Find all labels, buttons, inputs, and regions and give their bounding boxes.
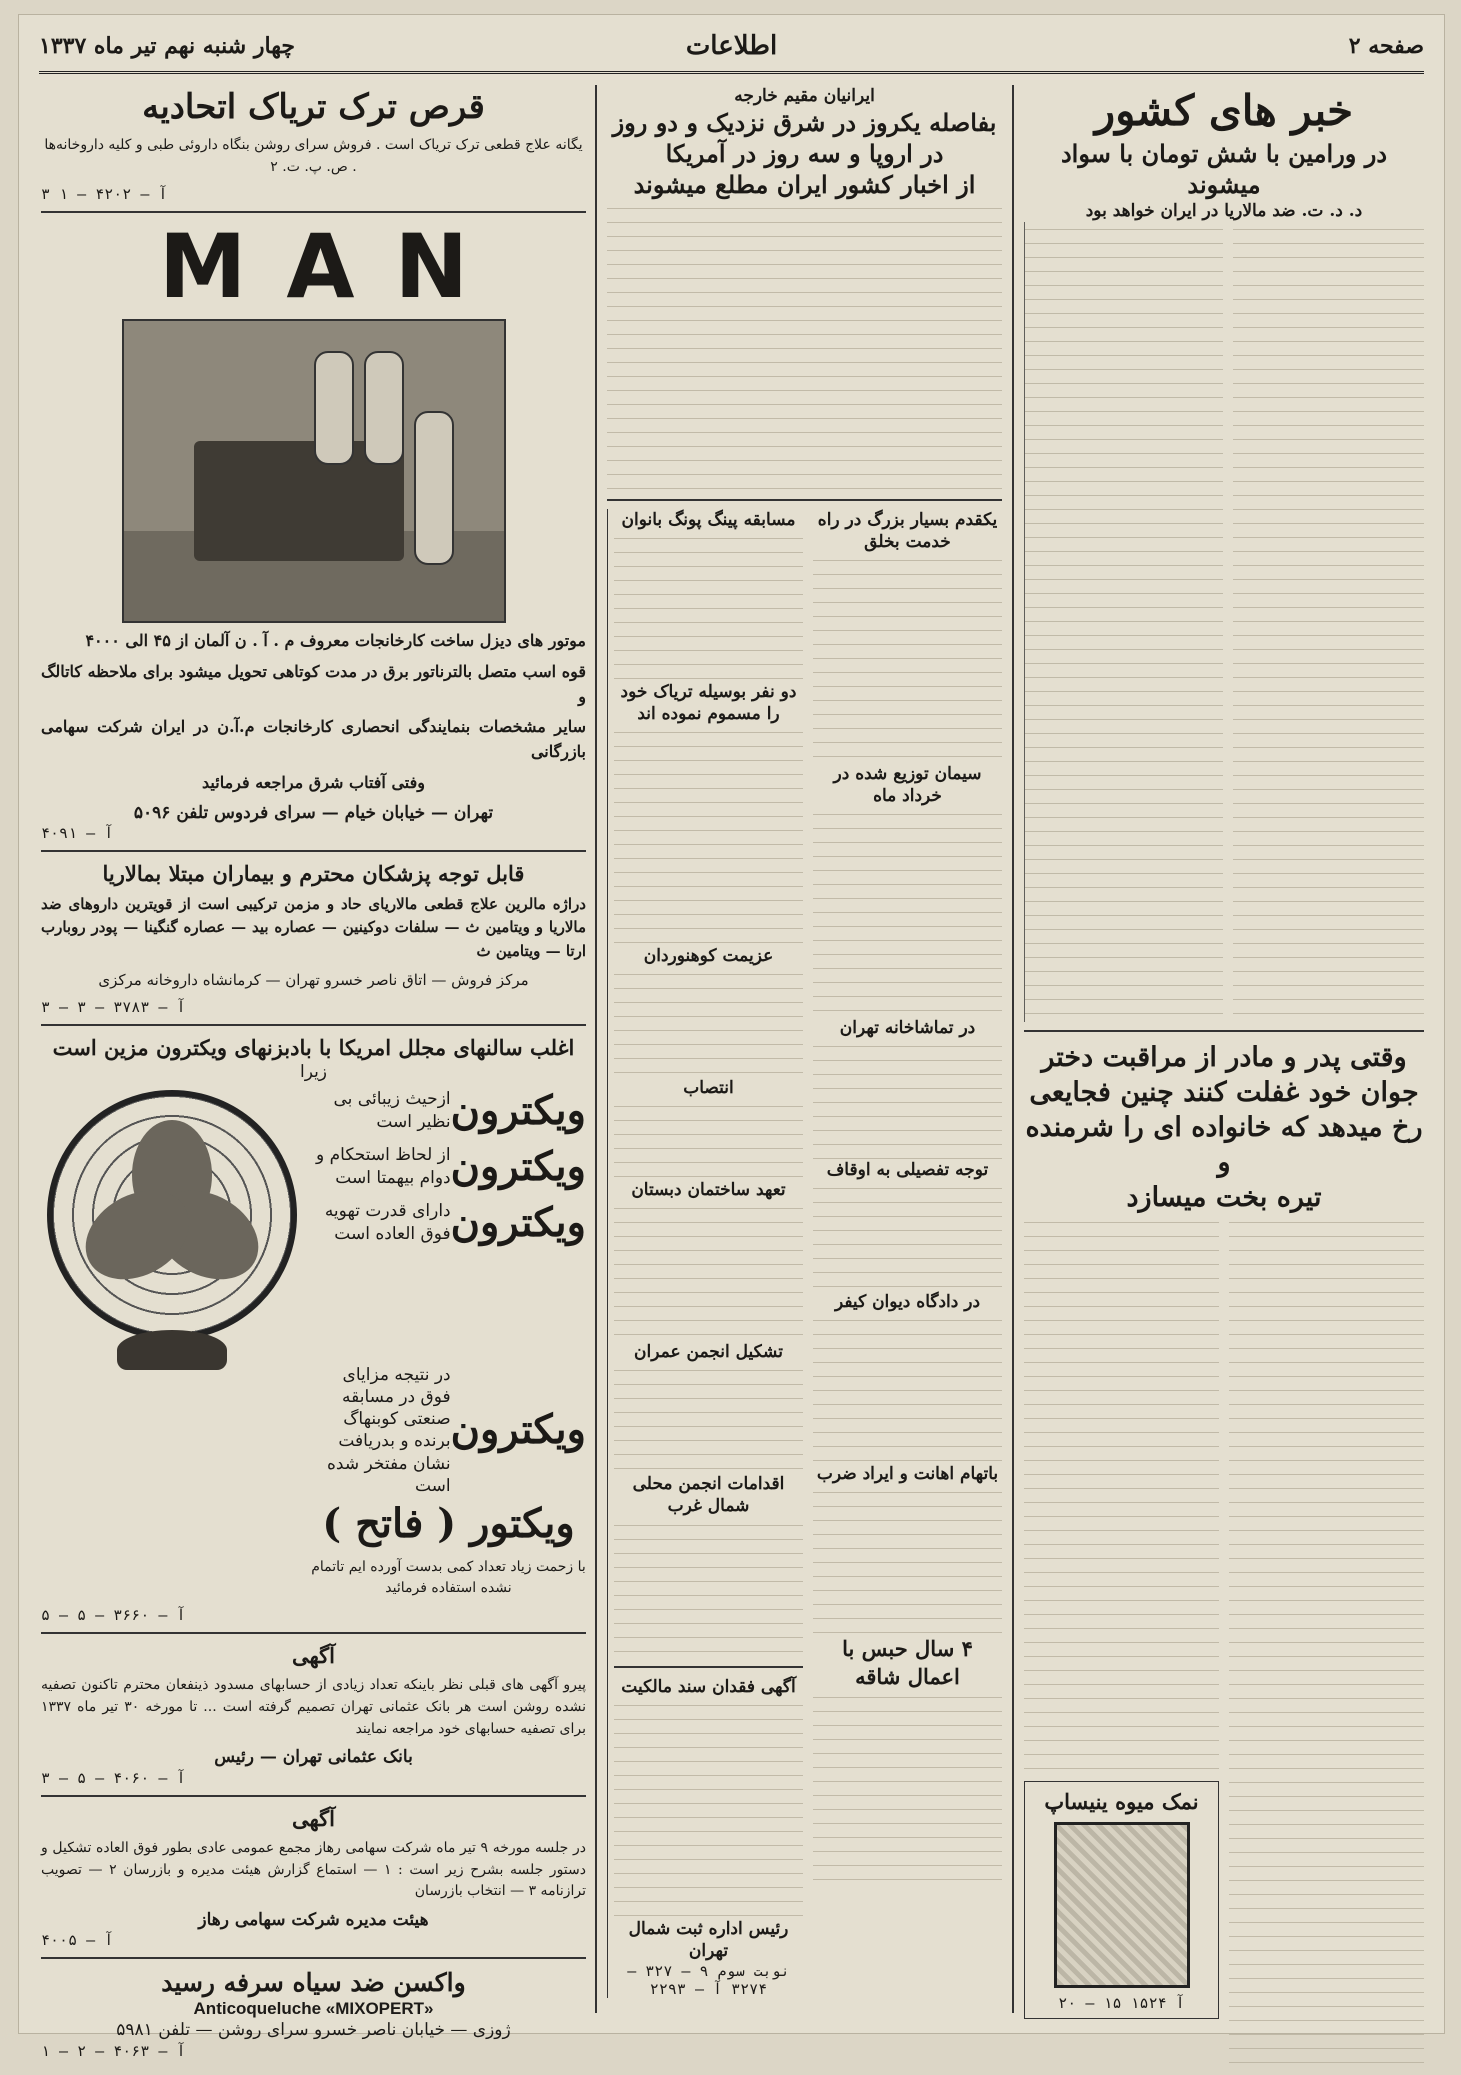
brief-title: انتصاب — [683, 1078, 734, 1099]
salt-ad — [1024, 1781, 1219, 2018]
victron-brand: ویکترون — [450, 1142, 586, 1190]
brief-text — [614, 531, 803, 681]
vaccine-ad-codes: آ — ۴۰۶۳ — ۲ — ۱ — [41, 2041, 186, 2060]
company-notice — [41, 1805, 586, 1949]
divider — [41, 1632, 586, 1634]
brief-title: توجه تفصیلی به اوقاف — [826, 1160, 989, 1181]
victron-feature: از لحاظ استحکام و دوام بیهمتا است — [316, 1145, 451, 1188]
victron-brand: ویکترون — [450, 1198, 586, 1246]
company-notice-codes: آ — ۴۰۰۵ — [41, 1930, 114, 1949]
vaccine-ad-latin: Anticoqueluche «MIXOPERT» — [193, 1999, 434, 2019]
divider — [607, 499, 1002, 501]
divider — [41, 211, 586, 213]
man-ad-text-4: وفتی آفتاب شرق مراجعه فرمائید — [202, 772, 425, 792]
brief-title: مسابقه پینگ پونگ بانوان — [621, 509, 796, 530]
brief-text — [813, 1690, 1002, 1890]
feature-headline-4: تیره بخت میسازد — [1126, 1182, 1322, 1214]
top-story-text — [607, 201, 1002, 491]
top-kicker: ایرانیان مقیم خارجه — [734, 86, 875, 106]
brief-title: سیمان توزیع شده در خرداد ماه — [833, 763, 982, 806]
victron-ad-sub: زیرا — [299, 1062, 328, 1083]
victron-feature-row — [303, 1084, 586, 1138]
victor-brand: ویکتور ( فاتح ) — [322, 1499, 575, 1547]
company-notice-text: در جلسه مورخه ۹ تیر ماه شرکت سهامی رهاز مجمع عمومی عادی بطور فوق العاده تشکیل و دستور جلسه بشرح زیر است : ۱ — استماع گزارش هیئت مدیره و بازرسان ۲ — تصویب ترازنامه ۳ — انتخاب بازرسان — [41, 1839, 586, 1900]
brief-text — [813, 807, 1002, 1017]
man-ad-text-1: موتور های دیزل ساخت کارخانجات معروف م . آ . ن آلمان از ۴۵ الی ۴۰۰۰ — [85, 630, 586, 650]
bank-notice — [41, 1642, 586, 1786]
page-number: صفحه ۲ — [1348, 33, 1424, 59]
brief-text — [614, 1698, 803, 1918]
victron-features — [303, 1084, 586, 1250]
man-ad-codes: آ — ۴۰۹۱ — [41, 823, 114, 842]
opium-pill-ad — [41, 85, 586, 203]
electric-fan-illustration — [47, 1090, 297, 1340]
victron-ad-codes: آ — ۳۶۶۰ — ۵ — ۵ — [41, 1606, 186, 1625]
victron-feature-row — [303, 1140, 586, 1194]
victron-ad-title: اغلب سالنهای مجلل امریکا با بادبزنهای ویکترون مزین است — [52, 1035, 575, 1061]
feature-story-text-a — [1229, 1215, 1424, 2075]
malaria-ad-text: دراژه مالرین علاج قطعی مالاریای حاد و مزمن ترکیبی است از قویترین داروهای ضد مالاریا و ویتامین ث — سلفات دوکینین — عصاره بید — عصاره گنگینا — پودر روبارب ارتا — ویتامین ث — [41, 895, 586, 960]
victron-feature-row — [41, 1364, 586, 1497]
brief-text — [614, 1099, 803, 1179]
bank-notice-text: پیرو آگهی های قبلی نظر باینکه تعداد زیادی از حسابهای مسدود ذینفعان محترم تاکنون تصفیه نشده روشن است هر بانک عثمانی تهران تصمیم گرفته است ... تا مورخه ۳۰ تیر ماه ۱۳۳۷ برای تصفیه حسابهای خود مراجعه نمایند — [41, 1677, 586, 1737]
brief-title: آگهی فقدان سند مالکیت — [621, 1676, 796, 1697]
issue-date: چهار شنبه نهم تیر ماه ۱۳۳۷ — [39, 33, 295, 59]
briefs-columns — [607, 509, 1002, 1998]
salt-ad-illustration — [1054, 1822, 1190, 1988]
brief-title: ۴ سال حبس با اعمال شاقه — [842, 1636, 973, 1689]
malaria-ad-centers: مرکز فروش — اتاق ناصر خسرو تهران — کرمانشاه داروخانه مرکزی — [98, 970, 529, 989]
feature-story-text-b — [1024, 1215, 1219, 1775]
brief-title: دو نفر بوسیله تریاک خود را مسموم نموده اند — [620, 681, 797, 724]
feature-headline-2: جوان خود غفلت کنند چنین فجایعی — [1029, 1077, 1419, 1109]
divider — [41, 850, 586, 852]
newspaper-name: اطلاعات — [685, 31, 778, 61]
victron-brand: ویکترون — [450, 1086, 586, 1134]
top-headline-3: از اخبار کشور ایران مطلع میشوند — [633, 170, 976, 200]
top-headline-2: در اروپا و سه روز در آمریکا — [665, 139, 944, 169]
brief-title: در تماشاخانه تهران — [839, 1018, 976, 1039]
brief-title: باتهام اهانت و ایراد ضرب — [816, 1464, 999, 1485]
brief-title: در دادگاه دیوان کیفر — [834, 1292, 981, 1313]
salt-ad-brand: نمک میوه ینیساپ — [1044, 1789, 1199, 1815]
man-ad-text-2: قوه اسب متصل بالترناتور برق در مدت کوتاهی تحویل میشود برای ملاحظه کاتالگ و — [41, 661, 586, 706]
lead-story-text-a — [1233, 222, 1425, 1022]
top-headline-1: بفاصله یکروز در شرق نزدیک و دو روز — [612, 108, 997, 138]
engine-photo-cylinder — [314, 351, 354, 465]
victron-final-row — [41, 1497, 586, 1551]
man-logo: MAN — [158, 214, 509, 318]
vaccine-ad-title: واکسن ضد سیاه سرفه رسید — [161, 1967, 466, 1997]
victron-ad-footer: با زحمت زیاد تعداد کمی بدست آورده ایم تاتمام نشده استفاده فرمائید — [311, 1558, 586, 1597]
divider — [614, 1666, 803, 1668]
brief-title: تعهد ساختمان دبستان — [631, 1180, 786, 1201]
lead-story-text-b — [1024, 222, 1223, 1022]
divider — [41, 1024, 586, 1026]
feature-story-columns — [1024, 1215, 1424, 2075]
engine-photo-cylinder — [414, 411, 454, 565]
company-notice-title: آگهی — [291, 1805, 335, 1831]
bank-notice-signature: بانک عثمانی تهران — رئیس — [214, 1747, 413, 1768]
fan-base — [117, 1330, 227, 1370]
malaria-ad — [41, 860, 586, 1016]
victron-feature: در نتیجه مزایای فوق در مسابقه صنعتی کوبنهاگ برنده و بدریافت نشان مفتخر شده است — [326, 1365, 451, 1496]
newspaper-page — [18, 14, 1445, 2060]
brief-title: اقدامات انجمن محلی شمال غرب — [632, 1474, 785, 1517]
vaccine-ad-address: ژوزی — خیابان ناصر خسرو سرای روشن — تلفن ۵۹۸۱ — [116, 2020, 511, 2041]
briefs-left — [607, 509, 803, 1998]
diesel-engine-photo — [122, 319, 506, 623]
brief-text — [813, 1313, 1002, 1463]
brief-text — [614, 967, 803, 1077]
opium-pill-ad-title: قرص ترک تریاک اتحادیه — [142, 87, 485, 127]
brief-title: یکقدم بسیار بزرگ در راه خدمت بخلق — [817, 509, 998, 552]
divider — [1024, 1030, 1424, 1032]
bank-notice-codes: آ — ۴۰۶۰ — ۵ — ۳ — [41, 1768, 186, 1787]
victron-feature: ازحیث زیبائی بی نظیر است — [333, 1089, 451, 1132]
opium-pill-ad-line: یگانه علاج قطعی ترک تریاک است . فروش سرای روشن بنگاه داروئی طبی و کلیه داروخانه‌ها . ص. پ. ت. ۲ — [44, 137, 583, 175]
section-title: خبر های کشور — [1094, 86, 1354, 135]
engine-photo-cylinder — [364, 351, 404, 465]
registry-codes: نوبت سوم ۹ — ۳۲۷ — ۳۲۷۴ آ — ۲۲۹۳ — [627, 1961, 790, 1998]
divider — [41, 1795, 586, 1797]
brief-text — [813, 1039, 1002, 1159]
divider — [41, 1957, 586, 1959]
brief-text — [614, 1363, 803, 1473]
victron-fan-ad — [41, 1034, 586, 1364]
brief-text — [813, 1181, 1002, 1291]
brief-text — [614, 725, 803, 945]
man-ad-text-3: سایر مشخصات بنمایندگی انحصاری کارخانجات م.آ.ن در ایران شرکت سهامی بازرگانی — [41, 717, 586, 762]
brief-title: تشکیل انجمن عمران — [634, 1342, 783, 1363]
masthead — [39, 25, 1424, 74]
malaria-ad-title: قابل توجه پزشکان محترم و بیماران مبتلا بمالاریا — [102, 860, 525, 886]
feature-headline-3: رخ میدهد که خانواده ای را شرمنده و — [1025, 1112, 1423, 1179]
salt-ad-column — [1024, 1215, 1219, 2075]
right-column — [1012, 85, 1424, 2013]
left-column — [41, 85, 586, 2060]
salt-ad-codes: آ ۱۵۲۴ ۱۵ — ۲۰ — [1058, 1993, 1185, 2012]
company-notice-signature: هیئت مدیره شرکت سهامی رهاز — [198, 1909, 429, 1930]
victron-feature: دارای قدرت تهویه فوق العاده است — [324, 1201, 451, 1244]
man-engine-ad — [41, 214, 586, 842]
registry-signature: رئیس اداره ثبت شمال تهران — [628, 1918, 789, 1961]
brief-text — [614, 1201, 803, 1341]
victron-feature-row — [303, 1196, 586, 1250]
bank-notice-title: آگهی — [291, 1643, 335, 1669]
briefs-right — [813, 509, 1002, 1998]
brief-title: عزیمت کوهنوردان — [643, 945, 774, 966]
lead-subheadline: د. د. ت. ضد مالاریا در ایران خواهد بود — [1085, 200, 1363, 221]
victron-brand: ویکترون — [450, 1406, 586, 1454]
vaccine-ad — [41, 1967, 586, 2060]
man-ad-address: تهران — خیابان خیام — سرای فردوس تلفن ۵۰۹۶ — [133, 802, 494, 823]
lead-story-columns — [1024, 222, 1424, 1022]
malaria-ad-codes: آ — ۳۷۸۳ — ۳ — ۳ — [41, 998, 186, 1017]
middle-column — [595, 85, 1002, 2013]
opium-pill-ad-codes: آ — ۴۲۰۲ — ۱ ۳ — [41, 184, 168, 203]
brief-text — [614, 1518, 803, 1658]
lead-headline: در ورامین با شش تومان با سواد میشوند — [1060, 138, 1388, 199]
brief-text — [813, 553, 1002, 763]
brief-text — [813, 1485, 1002, 1635]
feature-headline-1: وقتی پدر و مادر از مراقبت دختر — [1041, 1041, 1407, 1073]
